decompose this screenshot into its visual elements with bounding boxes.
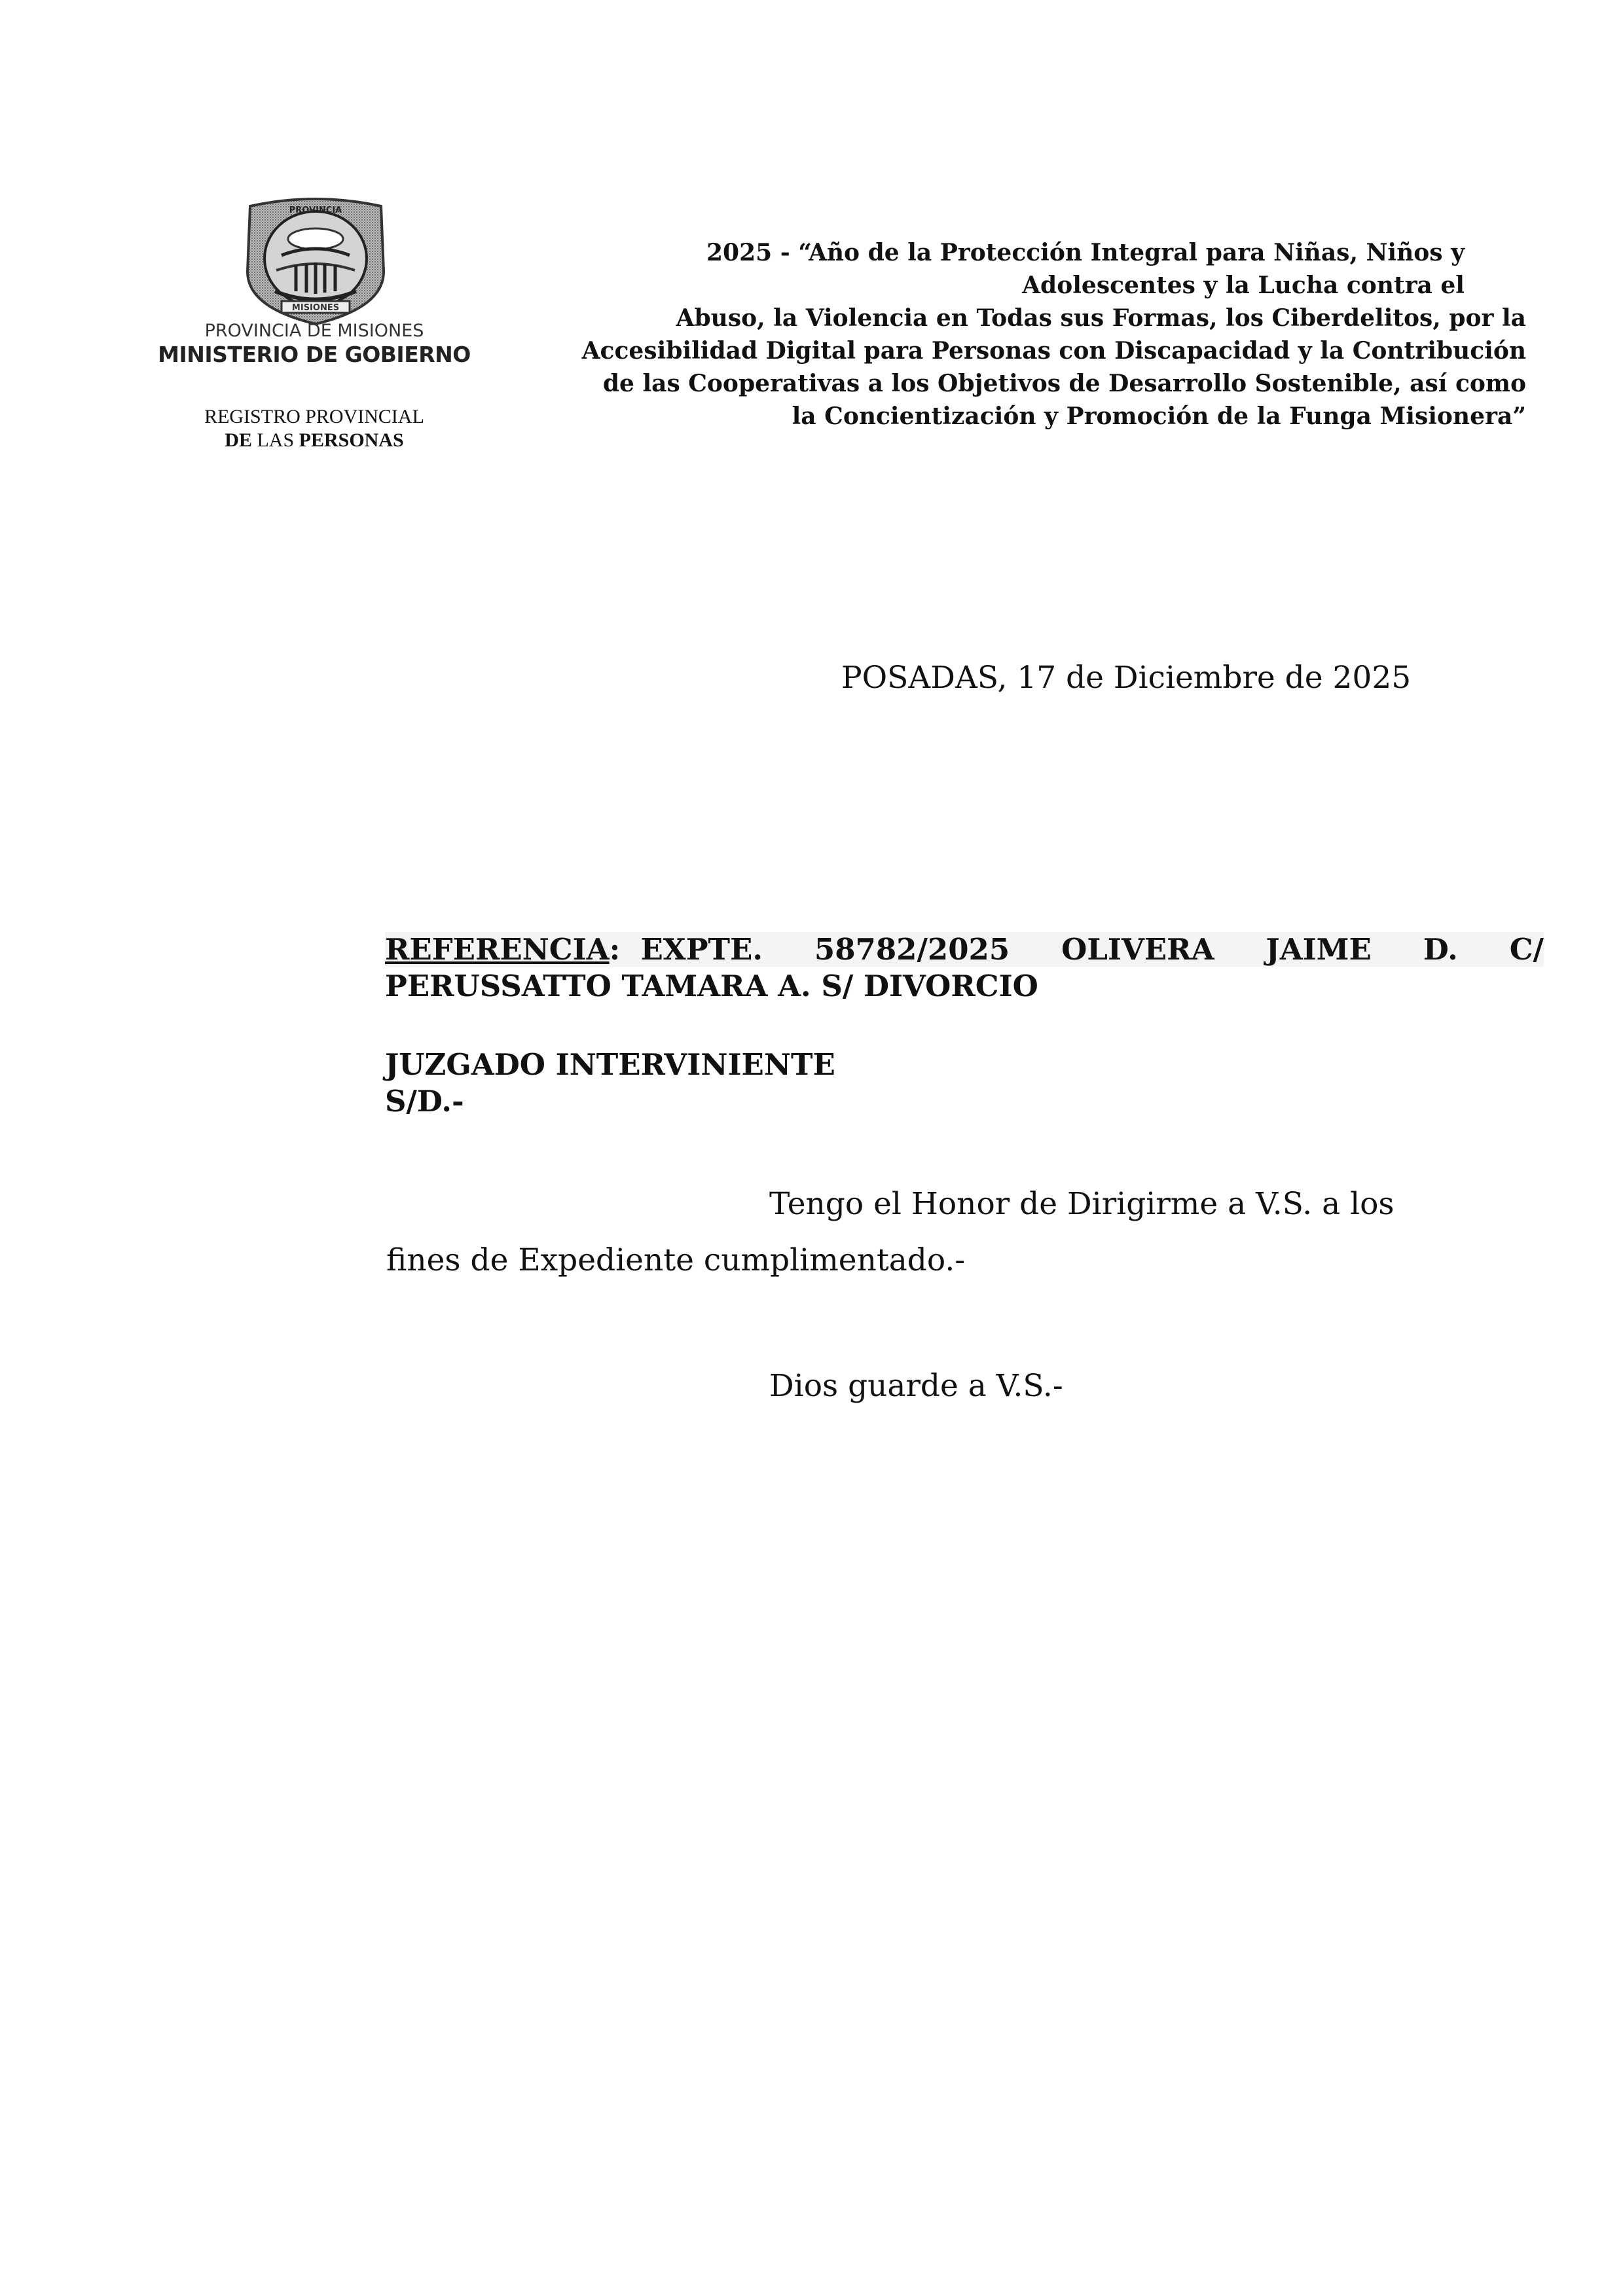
addressee-court: JUZGADO INTERVINIENTE <box>385 1047 835 1082</box>
registry-line-2 <box>157 429 471 452</box>
logo-ministry: MINISTERIO DE GOBIERNO <box>158 342 471 367</box>
reference-word: C/ <box>1509 932 1544 967</box>
body-paragraph-line-1: Tengo el Honor de Dirigirme a V.S. a los <box>769 1186 1395 1222</box>
closing-line: Dios guarde a V.S.- <box>769 1368 1063 1404</box>
motto-line: Accesibilidad Digital para Personas con Discapacidad y la Contribución <box>581 337 1526 365</box>
seal-ribbon-text: MISIONES <box>291 303 340 313</box>
motto-line: la Concientización y Promoción de la Funga Misionera” <box>792 403 1526 430</box>
motto-line: Adolescentes y la Lucha contra el <box>1022 272 1465 299</box>
body-paragraph-line-2: fines de Expediente cumplimentado.- <box>386 1242 966 1278</box>
registry-line-1: REGISTRO PROVINCIAL <box>204 406 424 427</box>
motto-line: 2025 - “Año de la Protección Integral para Niñas, Niños y <box>706 239 1465 266</box>
registry-suffix: PERSONAS <box>299 429 404 451</box>
seal-top-text: PROVINCIA <box>289 206 342 215</box>
motto-line: Abuso, la Violencia en Todas sus Formas, los Ciberdelitos, por la <box>676 304 1526 332</box>
reference-line-2: PERUSSATTO TAMARA A. S/ DIVORCIO <box>385 969 1038 1003</box>
letter-date: POSADAS, 17 de Diciembre de 2025 <box>841 660 1412 696</box>
reference-word: JAIME <box>1266 932 1372 967</box>
motto-line: de las Cooperativas a los Objetivos de Desarrollo Sostenible, así como <box>602 370 1526 397</box>
reference-label: REFERENCIA <box>385 932 610 967</box>
logo-province: PROVINCIA DE MISIONES <box>204 321 424 341</box>
registry-prefix: DE <box>225 429 252 451</box>
reference-word: D. <box>1423 932 1458 967</box>
reference-word: : EXPTE. <box>609 932 763 967</box>
reference-head <box>385 932 763 967</box>
reference-word: OLIVERA <box>1061 932 1214 967</box>
reference-word: 58782/2025 <box>814 932 1010 967</box>
addressee-sd: S/D.- <box>385 1084 464 1119</box>
reference-line-1 <box>385 932 1544 967</box>
registry-mid: LAS <box>251 429 299 451</box>
